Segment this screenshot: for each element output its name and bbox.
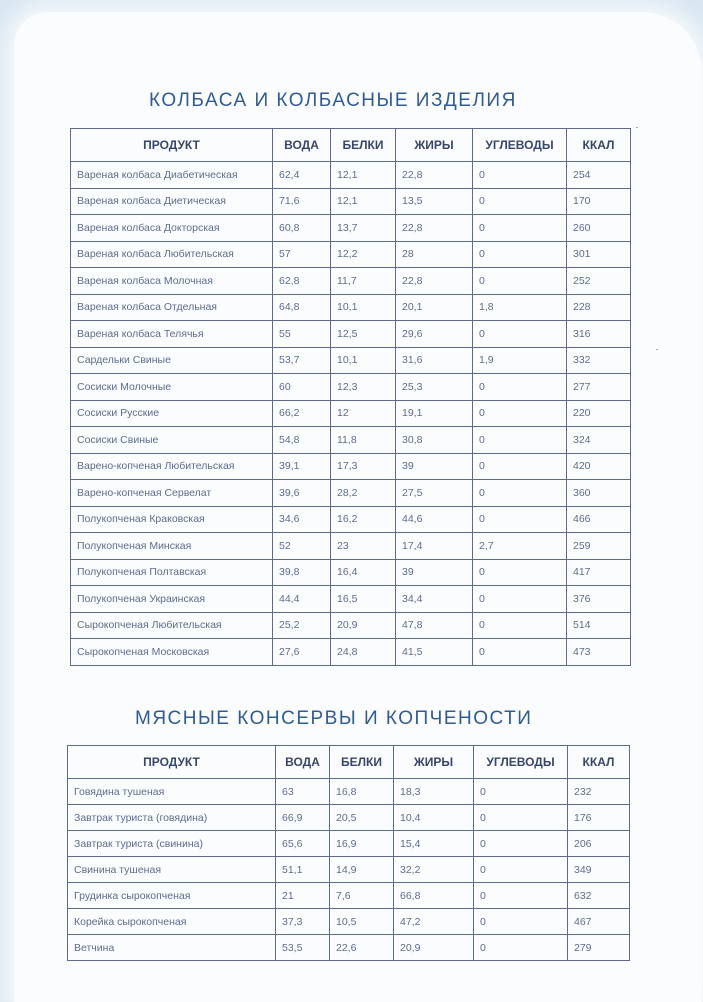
table-row <box>71 215 631 242</box>
cell-protein: 20,9 <box>331 612 396 639</box>
cell-fat: 20,9 <box>394 935 474 961</box>
cell-fat: 22,8 <box>396 215 473 242</box>
column-header-fat: ЖИРЫ <box>394 746 474 779</box>
cell-protein: 13,7 <box>331 215 396 242</box>
table-row <box>68 779 630 805</box>
table-row <box>68 909 630 935</box>
table-row <box>71 559 631 586</box>
scan-speck <box>636 127 638 128</box>
cell-kcal: 232 <box>568 779 630 805</box>
cell-carbs: 0 <box>474 883 568 909</box>
cell-water: 51,1 <box>276 857 330 883</box>
cell-fat: 34,4 <box>396 586 473 613</box>
table-header-row <box>68 746 630 779</box>
cell-kcal: 332 <box>567 347 631 374</box>
cell-fat: 22,8 <box>396 268 473 295</box>
cell-carbs: 0 <box>473 374 567 401</box>
cell-protein: 12,1 <box>331 162 396 189</box>
cell-fat: 47,8 <box>396 612 473 639</box>
cell-protein: 28,2 <box>331 480 396 507</box>
cell-water: 52 <box>273 533 331 560</box>
cell-water: 39,6 <box>273 480 331 507</box>
cell-carbs: 1,9 <box>473 347 567 374</box>
cell-kcal: 417 <box>567 559 631 586</box>
cell-product: Завтрак туриста (свинина) <box>68 831 276 857</box>
table-row <box>68 883 630 909</box>
cell-carbs: 0 <box>473 427 567 454</box>
table-row <box>71 480 631 507</box>
cell-carbs: 0 <box>473 639 567 666</box>
cell-product: Сырокопченая Московская <box>71 639 273 666</box>
cell-water: 57 <box>273 241 331 268</box>
cell-fat: 15,4 <box>394 831 474 857</box>
column-header-carbs: УГЛЕВОДЫ <box>474 746 568 779</box>
table-row <box>71 427 631 454</box>
cell-kcal: 466 <box>567 506 631 533</box>
table-row <box>71 347 631 374</box>
table-row <box>71 162 631 189</box>
cell-protein: 12,3 <box>331 374 396 401</box>
cell-carbs: 0 <box>474 831 568 857</box>
cell-carbs: 0 <box>473 188 567 215</box>
cell-product: Полукопченая Украинская <box>71 586 273 613</box>
table-row <box>71 268 631 295</box>
cell-kcal: 473 <box>567 639 631 666</box>
cell-kcal: 349 <box>568 857 630 883</box>
cell-carbs: 0 <box>473 559 567 586</box>
cell-carbs: 0 <box>474 909 568 935</box>
cell-fat: 47,2 <box>394 909 474 935</box>
table-row <box>71 586 631 613</box>
cell-product: Вареная колбаса Докторская <box>71 215 273 242</box>
cell-protein: 22,6 <box>330 935 394 961</box>
cell-water: 62,8 <box>273 268 331 295</box>
cell-kcal: 220 <box>567 400 631 427</box>
cell-fat: 31,6 <box>396 347 473 374</box>
cell-product: Свинина тушеная <box>68 857 276 883</box>
cell-water: 55 <box>273 321 331 348</box>
cell-protein: 10,1 <box>331 294 396 321</box>
cell-carbs: 0 <box>473 453 567 480</box>
cell-kcal: 176 <box>568 805 630 831</box>
column-header-kcal: ККАЛ <box>568 746 630 779</box>
cell-fat: 25,3 <box>396 374 473 401</box>
cell-water: 66,2 <box>273 400 331 427</box>
table-row <box>71 400 631 427</box>
table-row <box>71 453 631 480</box>
cell-kcal: 260 <box>567 215 631 242</box>
section-title-sausages: КОЛБАСА И КОЛБАСНЫЕ ИЗДЕЛИЯ <box>149 90 517 111</box>
cell-protein: 12,1 <box>331 188 396 215</box>
cell-protein: 16,9 <box>330 831 394 857</box>
cell-kcal: 514 <box>567 612 631 639</box>
column-header-product: ПРОДУКТ <box>68 746 276 779</box>
cell-product: Сардельки Свиные <box>71 347 273 374</box>
cell-fat: 39 <box>396 453 473 480</box>
cell-protein: 16,8 <box>330 779 394 805</box>
cell-water: 39,1 <box>273 453 331 480</box>
cell-product: Вареная колбаса Молочная <box>71 268 273 295</box>
column-header-water: ВОДА <box>273 129 331 162</box>
cell-kcal: 316 <box>567 321 631 348</box>
cell-protein: 23 <box>331 533 396 560</box>
column-header-product: ПРОДУКТ <box>71 129 273 162</box>
cell-carbs: 0 <box>473 586 567 613</box>
cell-protein: 16,4 <box>331 559 396 586</box>
cell-fat: 39 <box>396 559 473 586</box>
scan-speck <box>656 349 658 350</box>
cell-carbs: 0 <box>473 400 567 427</box>
cell-protein: 24,8 <box>331 639 396 666</box>
table-row <box>71 294 631 321</box>
cell-product: Завтрак туриста (говядина) <box>68 805 276 831</box>
cell-product: Полукопченая Полтавская <box>71 559 273 586</box>
cell-protein: 12 <box>331 400 396 427</box>
cell-product: Вареная колбаса Телячья <box>71 321 273 348</box>
cell-protein: 7,6 <box>330 883 394 909</box>
cell-carbs: 0 <box>473 215 567 242</box>
cell-water: 71,6 <box>273 188 331 215</box>
cell-carbs: 0 <box>474 935 568 961</box>
cell-water: 44,4 <box>273 586 331 613</box>
table-header-row <box>71 129 631 162</box>
cell-fat: 17,4 <box>396 533 473 560</box>
cell-product: Полукопченая Краковская <box>71 506 273 533</box>
cell-protein: 14,9 <box>330 857 394 883</box>
cell-water: 34,6 <box>273 506 331 533</box>
cell-carbs: 2,7 <box>473 533 567 560</box>
cell-product: Вареная колбаса Диабетическая <box>71 162 273 189</box>
column-header-protein: БЕЛКИ <box>331 129 396 162</box>
cell-product: Сосиски Свиные <box>71 427 273 454</box>
canned-smoked-table <box>67 745 630 961</box>
cell-carbs: 0 <box>474 779 568 805</box>
cell-kcal: 467 <box>568 909 630 935</box>
cell-water: 60,8 <box>273 215 331 242</box>
cell-product: Грудинка сырокопченая <box>68 883 276 909</box>
cell-carbs: 1,8 <box>473 294 567 321</box>
cell-product: Вареная колбаса Отдельная <box>71 294 273 321</box>
cell-water: 27,6 <box>273 639 331 666</box>
sausages-table <box>70 128 631 666</box>
cell-water: 21 <box>276 883 330 909</box>
cell-product: Ветчина <box>68 935 276 961</box>
table-row <box>71 241 631 268</box>
table-row <box>68 831 630 857</box>
cell-fat: 29,6 <box>396 321 473 348</box>
cell-kcal: 228 <box>567 294 631 321</box>
cell-kcal: 252 <box>567 268 631 295</box>
cell-water: 63 <box>276 779 330 805</box>
cell-water: 60 <box>273 374 331 401</box>
cell-water: 62,4 <box>273 162 331 189</box>
cell-water: 25,2 <box>273 612 331 639</box>
cell-product: Сосиски Молочные <box>71 374 273 401</box>
column-header-fat: ЖИРЫ <box>396 129 473 162</box>
cell-product: Корейка сырокопченая <box>68 909 276 935</box>
cell-kcal: 420 <box>567 453 631 480</box>
cell-carbs: 0 <box>473 162 567 189</box>
column-header-kcal: ККАЛ <box>567 129 631 162</box>
cell-product: Сырокопченая Любительская <box>71 612 273 639</box>
cell-kcal: 632 <box>568 883 630 909</box>
cell-kcal: 277 <box>567 374 631 401</box>
cell-fat: 19,1 <box>396 400 473 427</box>
cell-water: 39,8 <box>273 559 331 586</box>
cell-protein: 17,3 <box>331 453 396 480</box>
cell-kcal: 279 <box>568 935 630 961</box>
cell-product: Варено-копченая Любительская <box>71 453 273 480</box>
cell-protein: 11,8 <box>331 427 396 454</box>
cell-fat: 66,8 <box>394 883 474 909</box>
cell-fat: 27,5 <box>396 480 473 507</box>
cell-kcal: 259 <box>567 533 631 560</box>
cell-carbs: 0 <box>474 857 568 883</box>
cell-kcal: 254 <box>567 162 631 189</box>
cell-fat: 32,2 <box>394 857 474 883</box>
column-header-protein: БЕЛКИ <box>330 746 394 779</box>
table-row <box>71 506 631 533</box>
table-row <box>71 188 631 215</box>
cell-carbs: 0 <box>473 268 567 295</box>
cell-kcal: 376 <box>567 586 631 613</box>
cell-kcal: 170 <box>567 188 631 215</box>
cell-protein: 10,5 <box>330 909 394 935</box>
cell-protein: 11,7 <box>331 268 396 295</box>
cell-fat: 28 <box>396 241 473 268</box>
cell-fat: 44,6 <box>396 506 473 533</box>
cell-fat: 13,5 <box>396 188 473 215</box>
cell-protein: 20,5 <box>330 805 394 831</box>
table-row <box>68 805 630 831</box>
cell-water: 65,6 <box>276 831 330 857</box>
table-row <box>71 612 631 639</box>
cell-fat: 20,1 <box>396 294 473 321</box>
table-row <box>68 857 630 883</box>
cell-kcal: 206 <box>568 831 630 857</box>
cell-product: Говядина тушеная <box>68 779 276 805</box>
cell-product: Вареная колбаса Диетическая <box>71 188 273 215</box>
cell-water: 37,3 <box>276 909 330 935</box>
cell-water: 64,8 <box>273 294 331 321</box>
cell-carbs: 0 <box>473 321 567 348</box>
cell-water: 53,7 <box>273 347 331 374</box>
cell-carbs: 0 <box>473 241 567 268</box>
cell-fat: 30,8 <box>396 427 473 454</box>
table-row <box>68 935 630 961</box>
cell-protein: 16,5 <box>331 586 396 613</box>
cell-water: 53,5 <box>276 935 330 961</box>
cell-product: Варено-копченая Сервелат <box>71 480 273 507</box>
cell-fat: 41,5 <box>396 639 473 666</box>
cell-protein: 16,2 <box>331 506 396 533</box>
cell-fat: 10,4 <box>394 805 474 831</box>
table-row <box>71 321 631 348</box>
cell-kcal: 301 <box>567 241 631 268</box>
table-row <box>71 374 631 401</box>
column-header-water: ВОДА <box>276 746 330 779</box>
cell-carbs: 0 <box>473 612 567 639</box>
cell-protein: 12,2 <box>331 241 396 268</box>
cell-water: 66,9 <box>276 805 330 831</box>
cell-water: 54,8 <box>273 427 331 454</box>
section-title-canned-smoked: МЯСНЫЕ КОНСЕРВЫ И КОПЧЕНОСТИ <box>135 708 533 729</box>
cell-carbs: 0 <box>473 506 567 533</box>
cell-protein: 10,1 <box>331 347 396 374</box>
cell-fat: 18,3 <box>394 779 474 805</box>
cell-kcal: 360 <box>567 480 631 507</box>
cell-carbs: 0 <box>474 805 568 831</box>
table-row <box>71 533 631 560</box>
cell-carbs: 0 <box>473 480 567 507</box>
table-row <box>71 639 631 666</box>
cell-product: Вареная колбаса Любительская <box>71 241 273 268</box>
cell-fat: 22,8 <box>396 162 473 189</box>
column-header-carbs: УГЛЕВОДЫ <box>473 129 567 162</box>
cell-product: Полукопченая Минская <box>71 533 273 560</box>
cell-kcal: 324 <box>567 427 631 454</box>
cell-protein: 12,5 <box>331 321 396 348</box>
cell-product: Сосиски Русские <box>71 400 273 427</box>
